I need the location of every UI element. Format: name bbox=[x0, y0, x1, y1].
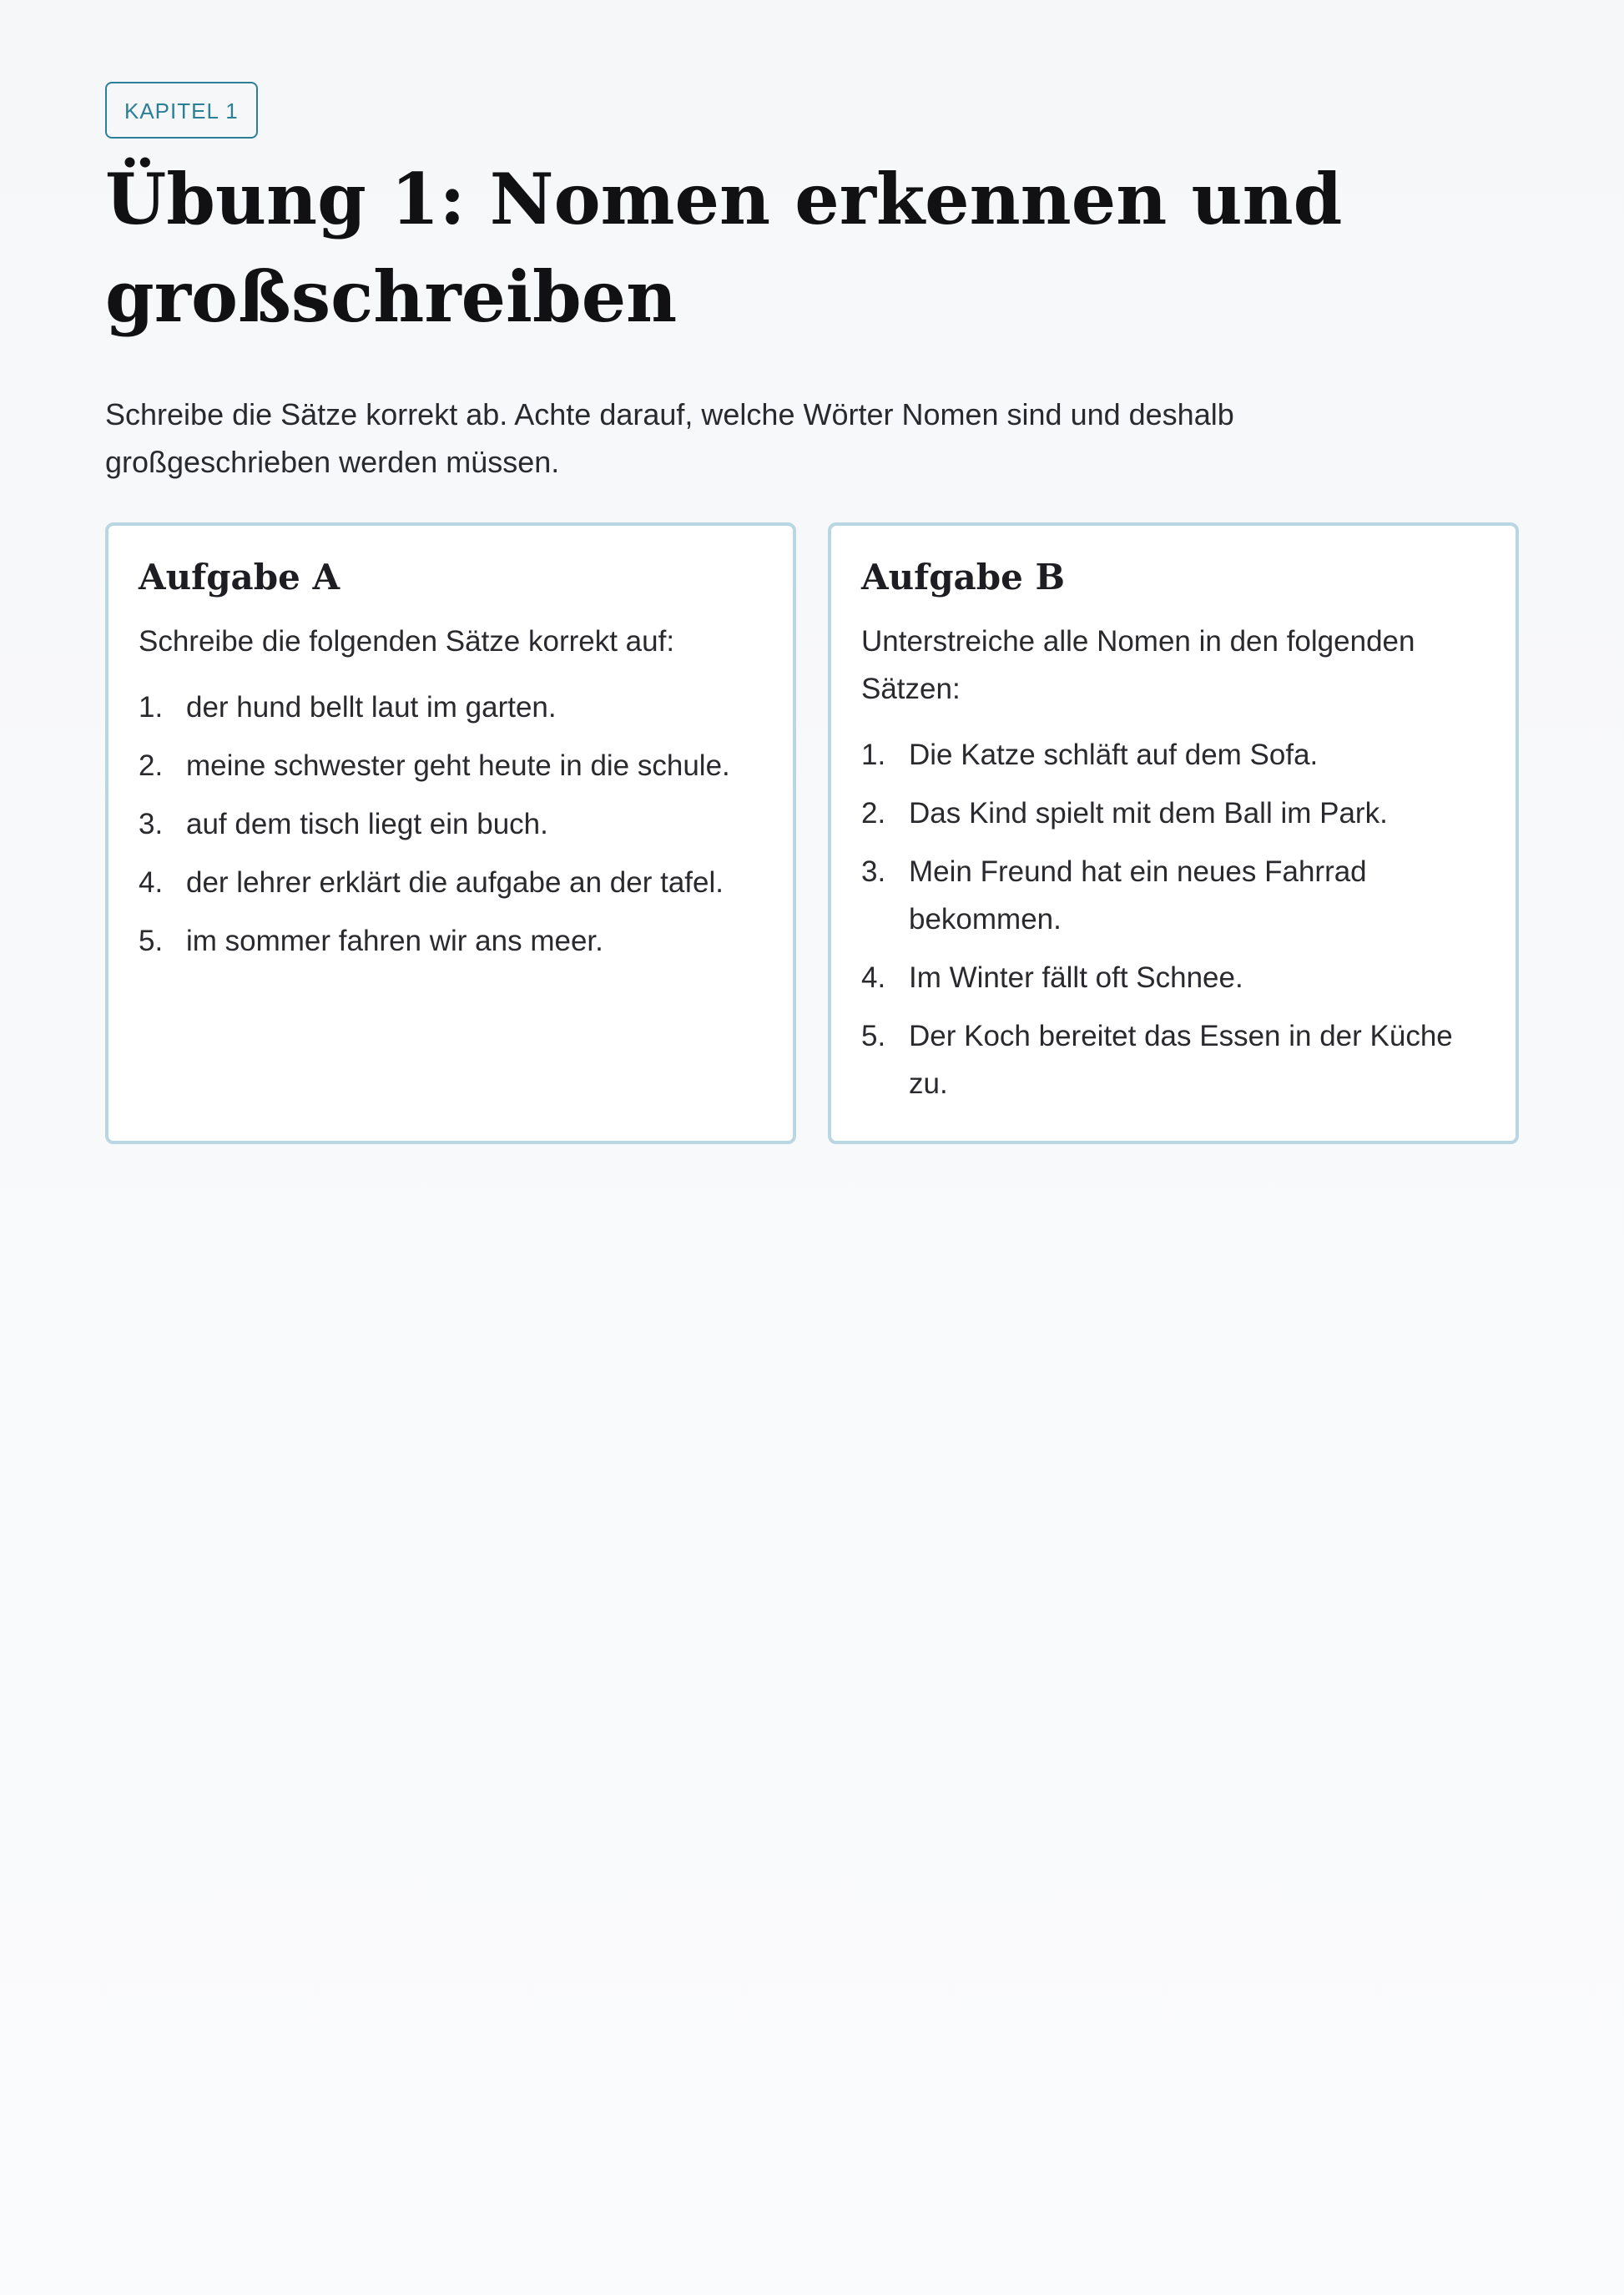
list-item-text: auf dem tisch liegt ein buch. bbox=[186, 808, 548, 840]
list-item-text: der lehrer erklärt die aufgabe an der tafel. bbox=[186, 866, 724, 899]
task-description-b: Unterstreiche alle Nomen in den folgenden Sätzen: bbox=[861, 625, 1415, 705]
list-item-number: 4. bbox=[861, 961, 886, 994]
list-item bbox=[139, 859, 763, 906]
task-cards bbox=[105, 522, 1519, 1144]
list-item-number: 3. bbox=[139, 808, 164, 840]
list-item bbox=[861, 848, 1485, 943]
list-item bbox=[139, 683, 763, 731]
list-item-text: Im Winter fällt oft Schnee. bbox=[909, 961, 1243, 994]
task-title-b: Aufgabe B bbox=[861, 557, 1065, 598]
list-item-number: 2. bbox=[139, 749, 164, 782]
list-item-number: 1. bbox=[861, 739, 886, 771]
task-list-a bbox=[139, 683, 763, 965]
page-title: Übung 1: Nomen erkennen und großschreiben bbox=[105, 158, 1343, 338]
list-item-text: Mein Freund hat ein neues Fahrrad bekommen. bbox=[909, 855, 1367, 936]
intro-text: Schreibe die Sätze korrekt ab. Achte darauf, welche Wörter Nomen sind und deshalb großgeschrieben werden müssen. bbox=[105, 397, 1234, 479]
list-item-number: 1. bbox=[139, 691, 164, 724]
list-item-number: 2. bbox=[861, 797, 886, 830]
list-item bbox=[861, 954, 1485, 1001]
task-card-b bbox=[828, 522, 1519, 1144]
list-item-text: der hund bellt laut im garten. bbox=[186, 691, 557, 724]
list-item bbox=[139, 742, 763, 789]
chapter-badge: KAPITEL 1 bbox=[105, 82, 258, 139]
list-item-text: Das Kind spielt mit dem Ball im Park. bbox=[909, 797, 1388, 830]
task-description-a: Schreibe die folgenden Sätze korrekt auf: bbox=[139, 625, 675, 658]
list-item-text: Die Katze schläft auf dem Sofa. bbox=[909, 739, 1319, 771]
task-title-a: Aufgabe A bbox=[139, 557, 340, 598]
worksheet-page bbox=[105, 82, 1519, 1100]
list-item bbox=[861, 789, 1485, 837]
list-item bbox=[139, 800, 763, 848]
list-item-number: 3. bbox=[861, 855, 886, 888]
list-item-number: 5. bbox=[861, 1020, 886, 1052]
list-item-number: 5. bbox=[139, 925, 164, 957]
list-item bbox=[139, 917, 763, 965]
list-item-text: im sommer fahren wir ans meer. bbox=[186, 925, 603, 957]
task-list-b bbox=[861, 731, 1485, 1107]
list-item bbox=[861, 731, 1485, 779]
list-item bbox=[861, 1012, 1485, 1107]
list-item-number: 4. bbox=[139, 866, 164, 899]
list-item-text: meine schwester geht heute in die schule. bbox=[186, 749, 730, 782]
task-card-a bbox=[105, 522, 796, 1144]
list-item-text: Der Koch bereitet das Essen in der Küche zu. bbox=[909, 1020, 1453, 1100]
